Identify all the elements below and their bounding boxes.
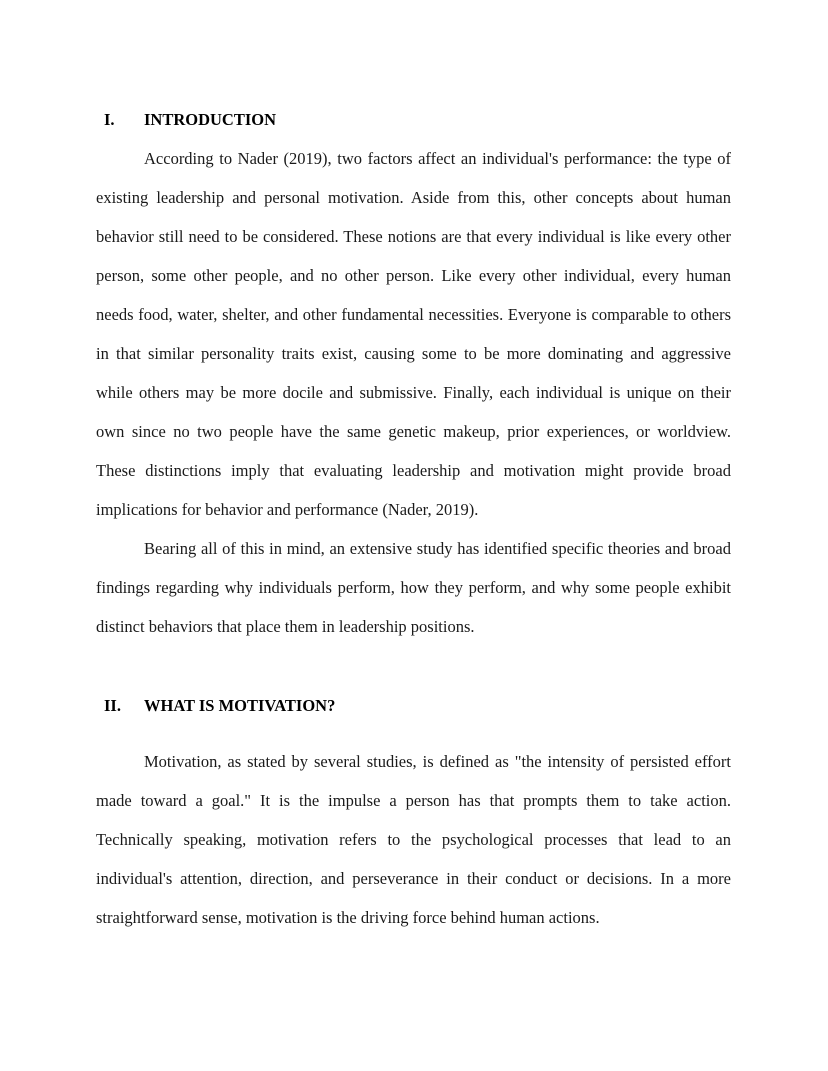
section-title: WHAT IS MOTIVATION? <box>144 696 336 715</box>
section-title: INTRODUCTION <box>144 110 277 129</box>
section-introduction <box>96 100 731 646</box>
paragraph: According to Nader (2019), two factors affect an individual's performance: the type of existing leadership and personal motivation. Aside from this, other concepts about human behavior still need to be considered. These notions are that every individual is like every other person, some other people, and no other person. Like every other individual, every human needs food, water, shelter, and other fundamental necessities. Everyone is comparable to others in that similar personality traits exist, causing some to be more dominating and aggressive while others may be more docile and submissive. Finally, each individual is unique on their own since no two people have the same genetic makeup, prior experiences, or worldview. These distinctions imply that evaluating leadership and motivation might provide broad implications for behavior and performance (Nader, 2019). <box>96 149 731 519</box>
section-what-is-motivation <box>96 686 731 937</box>
section-number: I. <box>104 110 115 129</box>
section-number: II. <box>104 696 121 715</box>
section-heading <box>96 100 731 139</box>
section-heading <box>96 686 731 725</box>
document-body <box>96 100 731 937</box>
paragraph: Bearing all of this in mind, an extensive study has identified specific theories and broad findings regarding why individuals perform, how they perform, and why some people exhibit distinct behaviors that place them in leadership positions. <box>96 539 731 636</box>
paragraph: Motivation, as stated by several studies, is defined as "the intensity of persisted effort made toward a goal." It is the impulse a person has that prompts them to take action. Technically speaking, motivation refers to the psychological processes that lead to an individual's attention, direction, and perseverance in their conduct or decisions. In a more straightforward sense, motivation is the driving force behind human actions. <box>96 752 731 927</box>
